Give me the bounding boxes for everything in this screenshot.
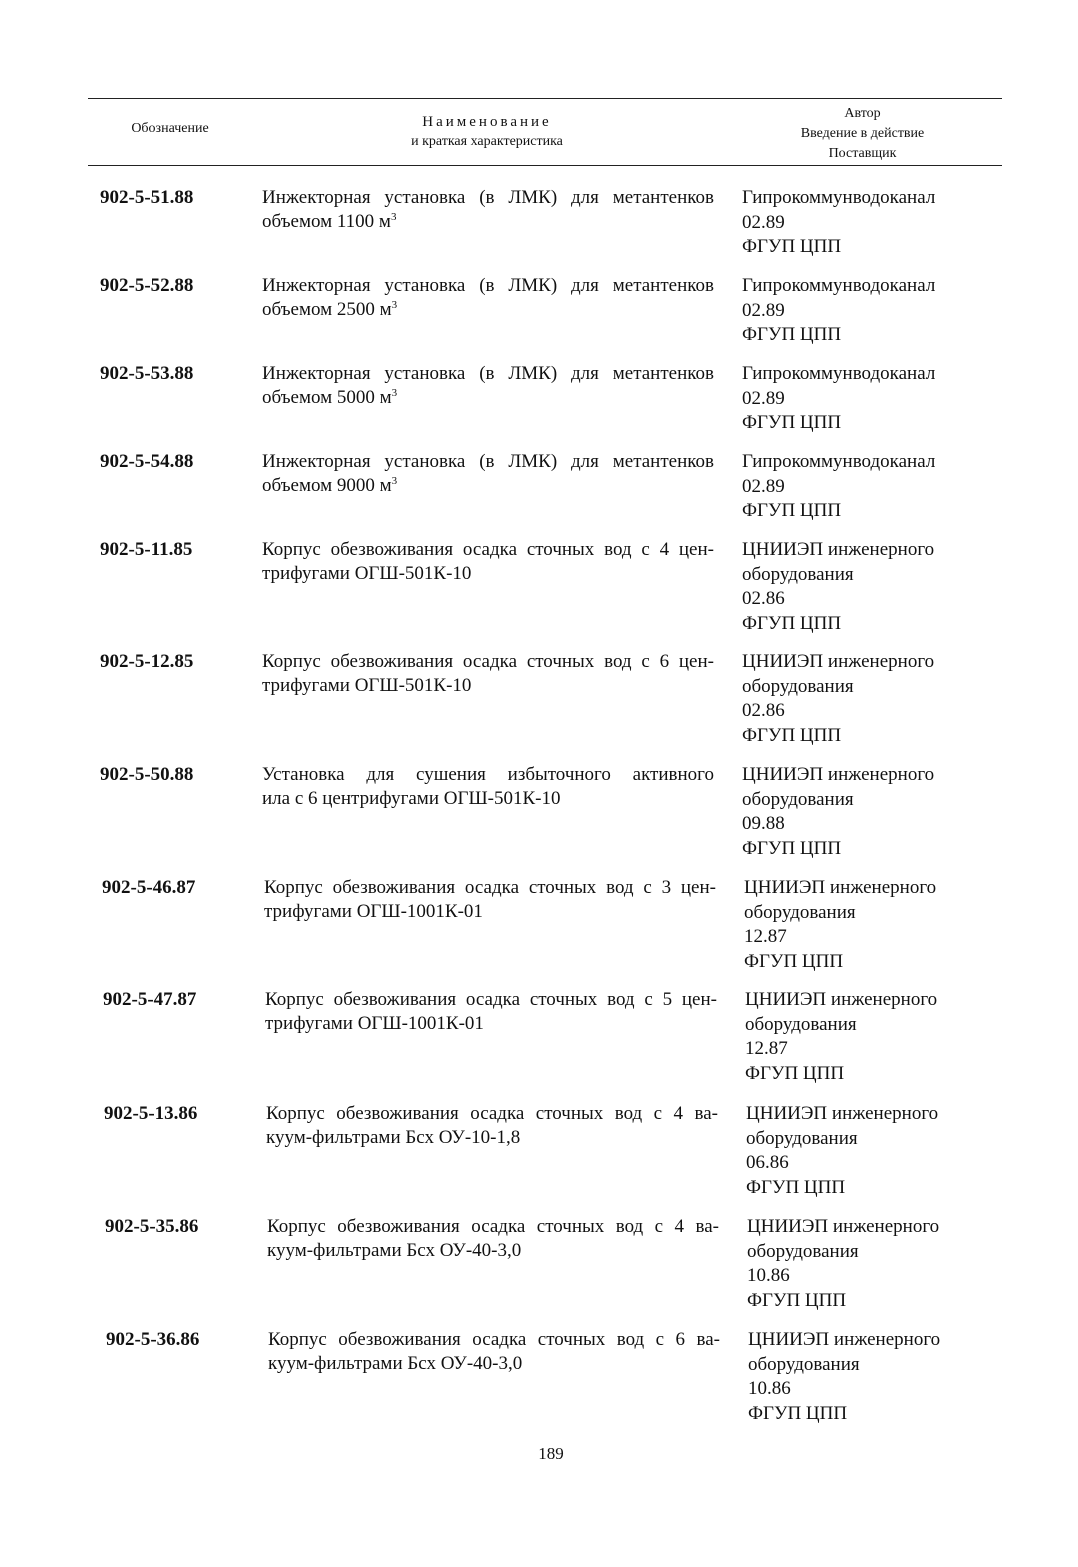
description-text: объемом 1100 м bbox=[262, 211, 391, 232]
description-line-1: Инжекторная установка (в ЛМК) для метантенков bbox=[262, 187, 714, 208]
unit-superscript: 3 bbox=[391, 387, 398, 399]
description bbox=[262, 763, 714, 811]
description bbox=[264, 876, 716, 924]
description-line-2 bbox=[262, 210, 714, 234]
header-bottom-rule bbox=[88, 165, 1002, 166]
designation-code: 902-5-36.86 bbox=[106, 1329, 200, 1350]
author-name: ЦНИИЭП инженерного bbox=[747, 1216, 940, 1237]
author-name-cont: оборудования bbox=[746, 1127, 858, 1149]
introduction-date: 02.89 bbox=[742, 299, 785, 321]
author-name: ЦНИИЭП инженерного bbox=[742, 764, 935, 785]
author-name: ЦНИИЭП инженерного bbox=[742, 651, 935, 672]
introduction-date: 06.86 bbox=[746, 1152, 789, 1173]
description-line-2 bbox=[264, 900, 716, 924]
description-line-2 bbox=[268, 1352, 720, 1376]
description-line-1: Инжекторная установка (в ЛМК) для метантенков bbox=[262, 275, 714, 296]
header-author: Автор Введение в действие Поставщик bbox=[800, 106, 925, 161]
designation-code: 902-5-52.88 bbox=[100, 275, 194, 296]
description bbox=[268, 1328, 720, 1376]
unit-superscript: 3 bbox=[391, 475, 398, 487]
description-text: объемом 9000 м bbox=[262, 475, 392, 496]
designation-code: 902-5-54.88 bbox=[100, 451, 194, 472]
introduction-date: 02.89 bbox=[742, 211, 785, 233]
author-block bbox=[742, 538, 1002, 636]
supplier: ФГУП ЦПП bbox=[742, 837, 842, 859]
introduction-date: 02.89 bbox=[742, 387, 785, 409]
author-name-cont: оборудования bbox=[747, 1240, 859, 1262]
designation-code: 902-5-35.86 bbox=[105, 1216, 199, 1237]
description bbox=[262, 362, 714, 410]
unit-superscript: 3 bbox=[391, 299, 398, 311]
description-line-1: Инжекторная установка (в ЛМК) для метантенков bbox=[262, 363, 714, 384]
description-line-1: Корпус обезвоживания осадка сточных вод с 4 ва- bbox=[267, 1216, 719, 1237]
description-text: объемом 2500 м bbox=[262, 299, 392, 320]
author-name: ЦНИИЭП инженерного bbox=[746, 1103, 939, 1124]
description-text: объемом 5000 м bbox=[262, 387, 392, 408]
supplier: ФГУП ЦПП bbox=[742, 412, 842, 433]
supplier: ФГУП ЦПП bbox=[742, 724, 842, 746]
author-block bbox=[742, 763, 1002, 861]
author-block bbox=[742, 362, 1002, 436]
author-block bbox=[746, 1102, 1006, 1200]
author-name-cont: оборудования bbox=[742, 788, 854, 810]
designation-code: 902-5-11.85 bbox=[100, 539, 193, 560]
description bbox=[266, 1102, 718, 1150]
supplier: ФГУП ЦПП bbox=[744, 950, 844, 972]
description-line-2 bbox=[266, 1126, 718, 1150]
author-name-cont: оборудования bbox=[742, 675, 854, 697]
description-line-1: Корпус обезвоживания осадка сточных вод с 6 цен- bbox=[262, 651, 714, 672]
unit-superscript: 3 bbox=[390, 211, 397, 223]
description-line-1: Корпус обезвоживания осадка сточных вод с 6 ва- bbox=[268, 1329, 720, 1350]
description-line-2 bbox=[262, 562, 714, 586]
author-name-cont: оборудования bbox=[748, 1353, 860, 1375]
author-block bbox=[744, 876, 1004, 974]
author-name: Гипрокоммунводоканал bbox=[742, 451, 936, 472]
supplier: ФГУП ЦПП bbox=[742, 500, 842, 521]
description-text: ила с 6 центрифугами ОГШ-501К-10 bbox=[262, 788, 561, 809]
supplier: ФГУП ЦПП bbox=[746, 1176, 846, 1198]
description-line-2 bbox=[262, 474, 714, 498]
introduction-date: 12.87 bbox=[745, 1038, 788, 1059]
author-block bbox=[747, 1215, 1007, 1313]
author-name: Гипрокоммунводоканал bbox=[742, 363, 936, 384]
supplier: ФГУП ЦПП bbox=[742, 236, 842, 257]
designation-code: 902-5-12.85 bbox=[100, 651, 194, 672]
description-text: трифугами ОГШ-501К-10 bbox=[262, 563, 472, 584]
author-name: ЦНИИЭП инженерного bbox=[745, 989, 938, 1010]
introduction-date: 02.86 bbox=[742, 700, 785, 721]
designation-code: 902-5-53.88 bbox=[100, 363, 194, 384]
description-line-2 bbox=[262, 674, 714, 698]
description bbox=[262, 450, 714, 498]
header-designation: Обозначение bbox=[131, 121, 209, 136]
supplier: ФГУП ЦПП bbox=[745, 1062, 845, 1084]
description bbox=[262, 274, 714, 322]
author-name: ЦНИИЭП инженерного bbox=[748, 1329, 941, 1350]
author-block bbox=[745, 988, 1005, 1086]
supplier: ФГУП ЦПП bbox=[748, 1402, 848, 1424]
supplier: ФГУП ЦПП bbox=[742, 612, 842, 634]
author-block bbox=[742, 274, 1002, 348]
supplier: ФГУП ЦПП bbox=[742, 324, 842, 345]
description-text: трифугами ОГШ-501К-10 bbox=[262, 675, 472, 696]
introduction-date: 02.86 bbox=[742, 588, 785, 609]
author-name: Гипрокоммунводоканал bbox=[742, 187, 936, 208]
supplier: ФГУП ЦПП bbox=[747, 1289, 847, 1311]
description bbox=[265, 988, 717, 1036]
introduction-date: 12.87 bbox=[744, 926, 787, 947]
introduction-date: 09.88 bbox=[742, 813, 785, 834]
author-name-cont: оборудования bbox=[742, 563, 854, 585]
description-line-1: Корпус обезвоживания осадка сточных вод с 4 цен- bbox=[262, 539, 714, 560]
author-block bbox=[742, 650, 1002, 748]
header-top-rule bbox=[88, 98, 1002, 99]
designation-code: 902-5-13.86 bbox=[104, 1103, 198, 1124]
description-line-2 bbox=[262, 787, 714, 811]
author-name-cont: оборудования bbox=[745, 1013, 857, 1035]
description-line-2 bbox=[262, 386, 714, 410]
description-line-1: Корпус обезвоживания осадка сточных вод с 4 ва- bbox=[266, 1103, 718, 1124]
author-block bbox=[742, 450, 1002, 524]
author-name: ЦНИИЭП инженерного bbox=[744, 877, 937, 898]
designation-code: 902-5-50.88 bbox=[100, 764, 194, 785]
author-name: Гипрокоммунводоканал bbox=[742, 275, 936, 296]
description bbox=[262, 538, 714, 586]
introduction-date: 10.86 bbox=[748, 1378, 791, 1399]
page-number: 189 bbox=[538, 1444, 564, 1463]
author-name: ЦНИИЭП инженерного bbox=[742, 539, 935, 560]
designation-code: 902-5-47.87 bbox=[103, 989, 197, 1010]
description-line-2 bbox=[262, 298, 714, 322]
description bbox=[262, 186, 714, 234]
description bbox=[262, 650, 714, 698]
introduction-date: 10.86 bbox=[747, 1265, 790, 1286]
author-block bbox=[742, 186, 1002, 260]
description-text: куум-фильтрами Бсх ОУ-40-3,0 bbox=[268, 1353, 523, 1374]
designation-code: 902-5-46.87 bbox=[102, 877, 196, 898]
description-line-1: Установка для сушения избыточного активного bbox=[262, 764, 714, 785]
description-line-1: Корпус обезвоживания осадка сточных вод с 3 цен- bbox=[264, 877, 716, 898]
description-text: трифугами ОГШ-1001К-01 bbox=[265, 1013, 484, 1034]
header-name: Наименование и краткая характеристика bbox=[411, 114, 563, 149]
designation-code: 902-5-51.88 bbox=[100, 187, 194, 208]
author-block bbox=[748, 1328, 1008, 1426]
introduction-date: 02.89 bbox=[742, 475, 785, 497]
description-line-2 bbox=[265, 1012, 717, 1036]
description bbox=[267, 1215, 719, 1263]
description-text: трифугами ОГШ-1001К-01 bbox=[264, 901, 483, 922]
description-text: куум-фильтрами Бсх ОУ-10-1,8 bbox=[266, 1127, 521, 1148]
author-name-cont: оборудования bbox=[744, 901, 856, 923]
description-line-1: Корпус обезвоживания осадка сточных вод с 5 цен- bbox=[265, 989, 717, 1010]
description-text: куум-фильтрами Бсх ОУ-40-3,0 bbox=[267, 1240, 522, 1261]
description-line-1: Инжекторная установка (в ЛМК) для метантенков bbox=[262, 451, 714, 472]
description-line-2 bbox=[267, 1239, 719, 1263]
